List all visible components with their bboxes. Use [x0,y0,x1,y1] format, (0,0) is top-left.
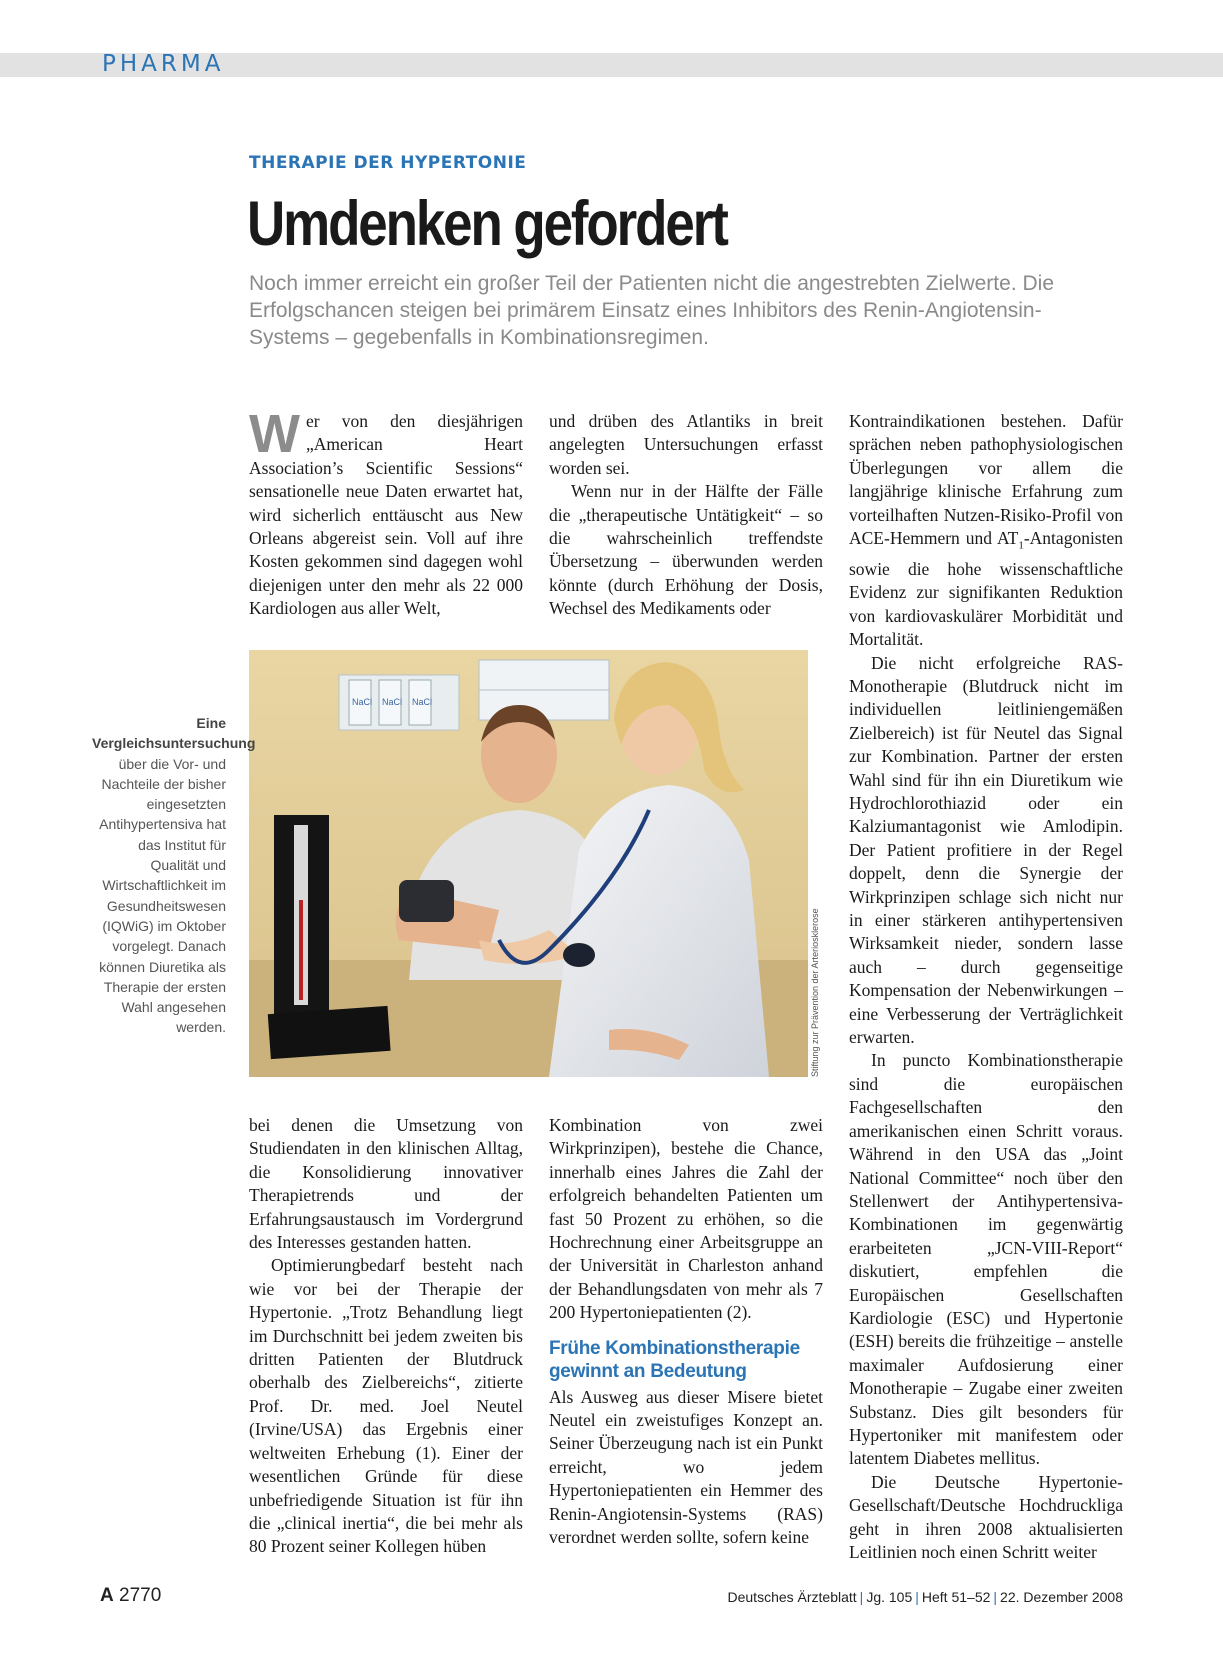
article-title: Umdenken gefordert [247,189,727,259]
paragraph: Die nicht erfolgreiche RAS-Monotherapie (Blutdruck nicht im individuellen leitliniengemäßen Zielbereich) ist für Neutel das Signal zur Kombination. Partner der ersten Wahl sind für ihn ein Diuretikum wie Hydrochlorothiazid oder ein Kalziumantagonist wie Amlodipin. Der Patient profitiere in der Regel doppelt, denn die Synergie der Wirkprinzipen schlage sich nicht nur in einer stärkeren antihypertensiven Wirksamkeit nieder, sondern lasse auch – durch gegenseitige Kompensation der Nebenwirkungen – eine Verbesserung der Verträglichkeit erwarten. [849,652,1123,1048]
photo-credit: Stiftung zur Prävention der Arteriosklerose [810,908,820,1077]
column-1-bottom [249,1114,523,1559]
paragraph: Die Deutsche Hypertonie-Gesellschaft/Deutsche Hochdruckliga geht in ihren 2008 aktualisierten Leitlinien noch einen Schritt weiter [849,1471,1123,1562]
article-photo [249,650,808,1077]
issue-date: 22. Dezember 2008 [1000,1589,1123,1605]
paragraph: Kombination von zwei Wirkprinzipen), bestehe die Chance, innerhalb eines Jahres die Zahl der erfolgreich behandelten Patienten um fast 50 Prozent zu erhöhen, so die Hochrechnung einer Arbeitsgruppe an der Universität in Charleston anhand der Behandlungsdaten von mehr als 7 200 Hypertoniepatienten (2). [549,1115,823,1323]
drop-cap: W [249,404,300,464]
article-lead: Noch immer erreicht ein großer Teil der Patienten nicht die angestrebten Zielwerte. Die Erfolgschancen steigen bei primärem Einsatz eines Inhibitors des Renin-Angiotensin-Systems – gegebenfalls in Kombinationsregimen. [249,272,1054,349]
column-1-top [249,404,523,621]
caption-text: über die Vor- und Nachteile der bisher eingesetzten Antihypertensiva hat das Institut für Qualität und Wirtschaftlichkeit im Gesundheitswesen (IQWiG) im Oktober vorgelegt. Danach können Diuretika als Therapie der ersten Wahl angesehen werden. [99,755,226,1036]
issue: Heft 51–52 [921,1589,991,1605]
article-kicker: THERAPIE DER HYPERTONIE [249,153,527,173]
paragraph: bei denen die Umsetzung von Studiendaten in den klinischen Alltag, die Konsolidierung innovativer Therapietrends und der Erfahrungsaustausch im Vordergrund des Interesses gestanden hatten. [249,1115,523,1253]
photo-caption [92,713,256,1038]
paragraph: Als Ausweg aus dieser Misere bietet Neutel ein zweistufiges Konzept an. Seiner Überzeugung nach ist ein Punkt erreicht, wo jedem Hypertoniepatienten ein Hemmer des Renin-Angiotensin-Systems (RAS) verordnet werden sollte, sofern keine [549,1386,823,1548]
paragraph: er von den diesjährigen „American Heart Association’s Scientific Sessions“ sensationelle neue Daten erwartet hat, wird sicherlich enttäuscht aus New Orleans abgereist sein. Voll auf ihre Kosten gekommen sind dagegen wohl diejenigen unter den mehr als 22 000 Kardiologen aus aller Welt, [249,411,523,619]
section-subheading: Frühe Kombinationstherapie gewinnt an Bedeutung [549,1337,800,1382]
paragraph: Wenn nur in der Hälfte der Fälle die „therapeutische Untätigkeit“ – so die wahrscheinlich treffendste Übersetzung – überwunden werden könnte (durch Erhöhung der Dosis, Wechsel des Medikaments oder [549,481,823,619]
journal-footer: Deutsches Ärzteblatt | Jg. 105 | Heft 51–52 | 22. Dezember 2008 [727,1589,1123,1605]
volume: Jg. 105 [866,1589,913,1605]
paragraph: und drüben des Atlantiks in breit angelegten Untersuchungen erfasst worden sei. [549,411,823,478]
paragraph: Kontraindikationen bestehen. Dafür sprächen neben pathophysiologischen Überlegungen vor allem die langjährige klinische Erfahrung zum vorteilhaften Nutzen-Risiko-Profil von ACE-Hemmern und $AT_1$-Antagonisten sowie die hohe wissenschaftliche Evidenz zur signifikanten Reduktion von kardiovaskulärer Morbidität und Mortalität. [849,411,1123,650]
nacl-label: NaCl [382,697,403,707]
page-number: A 2770 [100,1585,162,1606]
nacl-label: NaCl [352,697,373,707]
caption-heading: Eine Vergleichsuntersuchung [92,715,256,752]
paragraph: Optimierungbedarf besteht nach wie vor bei der Therapie der Hypertonie. „Trotz Behandlung liegt im Durchschnitt bei jedem zweiten bis dritten Patienten der Blutdruck oberhalb des Zielbereichs“, zitierte Prof. Dr. med. Joel Neutel (Irvine/USA) das Ergebnis einer weltweiten Erhebung (1). Einer der wesentlichen Gründe für diese unbefriedigende Situation ist für ihn die „clinical inertia“, die bei mehr als 80 Prozent seiner Kollegen hüben [249,1255,523,1557]
column-2-top [549,410,823,621]
paragraph: In puncto Kombinationstherapie sind die europäischen Fachgesellschaften den amerikanischen einen Schritt voraus. Während in den USA das „Joint National Committee“ noch über den Stellenwert der Antihypertensiva-Kombinationen im gegenwärtig erarbeiteten „JCN-VIII-Report“ diskutiert, empfehlen die Europäischen Gesellschaften Kardiologie (ESC) und Hypertonie (ESH) bereits die frühzeitige – anstelle maximaler Aufdosierung einer Monotherapie – Zugabe einer zweiten Substanz. Dies gilt besonders für Hypertoniker mit manifestem oder latentem Diabetes mellitus. [849,1050,1123,1469]
section-label: PHARMA [102,51,225,77]
column-3 [849,410,1123,1564]
nacl-label: NaCl [412,697,433,707]
journal-name: Deutsches Ärzteblatt [727,1589,857,1605]
column-2-bottom [549,1114,823,1550]
